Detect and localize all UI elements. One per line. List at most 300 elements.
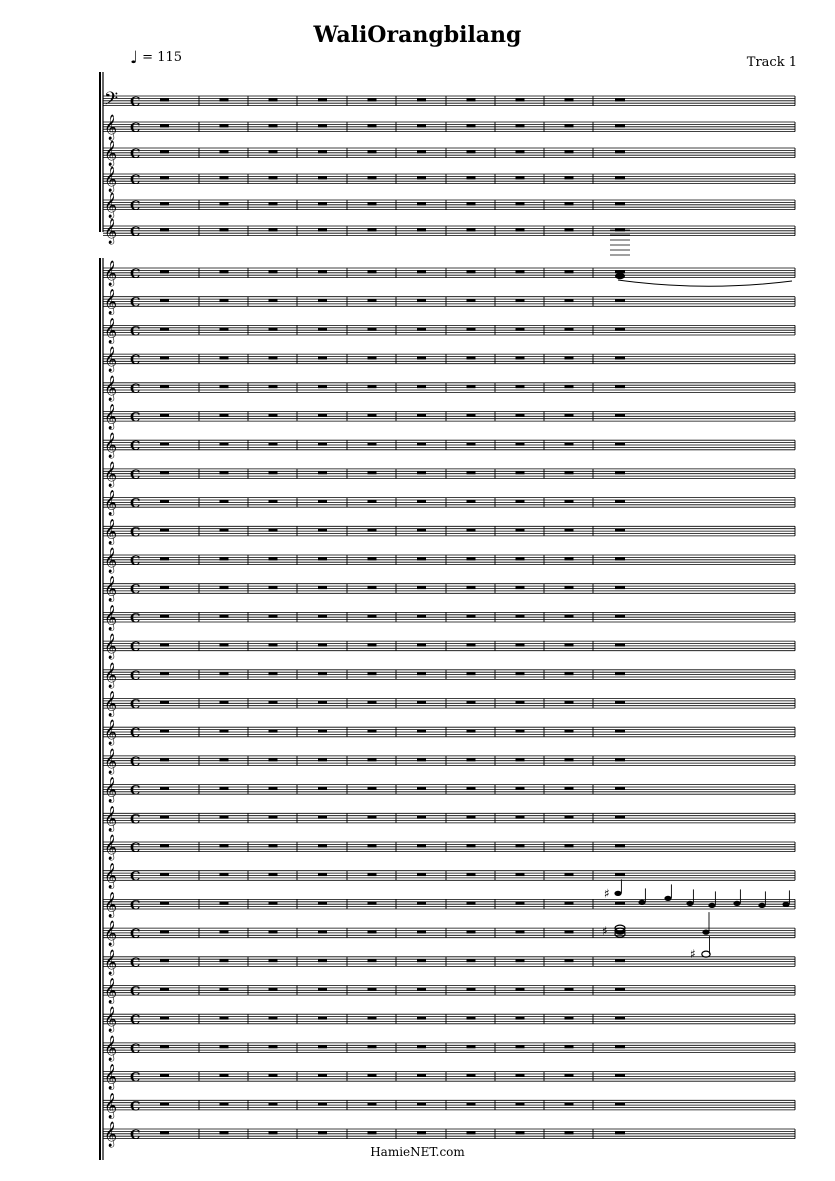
whole-rest [269,385,278,388]
whole-rest [220,98,229,101]
whole-rest [417,471,426,474]
whole-rest [318,758,327,761]
whole-rest [467,414,476,417]
time-signature: C [130,121,141,136]
note-head [686,901,693,906]
whole-rest [160,124,169,127]
whole-rest [160,385,169,388]
whole-rest [516,150,525,153]
whole-rest [565,672,574,675]
whole-rest [220,1017,229,1020]
whole-rest [269,150,278,153]
whole-rest [565,299,574,302]
whole-rest [318,586,327,589]
whole-rest [220,787,229,790]
whole-rest [516,959,525,962]
treble-clef-icon: 𝄞 [104,634,118,660]
whole-rest [565,988,574,991]
whole-rest [160,758,169,761]
whole-rest [269,730,278,733]
time-signature: C [130,95,141,110]
time-signature: C [130,410,141,426]
whole-rest [160,176,169,179]
whole-rest [160,701,169,704]
time-signature: C [130,582,141,598]
whole-rest [368,816,377,819]
whole-rest [160,328,169,331]
note-head [758,903,765,908]
time-signature: C [130,898,141,914]
time-signature: C [130,353,141,369]
whole-note [615,273,625,279]
whole-rest [565,357,574,360]
whole-rest [516,1074,525,1077]
whole-rest [160,902,169,905]
whole-rest [318,931,327,934]
time-signature: C [130,525,141,541]
whole-rest [368,1103,377,1106]
whole-rest [565,443,574,446]
whole-rest [467,270,476,273]
whole-rest [516,816,525,819]
whole-rest [160,500,169,503]
whole-rest [615,701,625,704]
tie [618,280,792,286]
whole-rest [269,471,278,474]
whole-rest [417,730,426,733]
whole-rest [368,1045,377,1048]
treble-clef-icon: 𝄞 [104,605,118,631]
whole-rest [516,1045,525,1048]
whole-rest [615,1045,625,1048]
treble-clef-icon: 𝄞 [104,167,118,192]
time-signature: C [130,783,141,799]
whole-rest [269,758,278,761]
whole-rest [615,299,625,302]
whole-rest [467,124,476,127]
whole-rest [615,124,625,127]
whole-rest [318,959,327,962]
whole-rest [516,443,525,446]
whole-rest [269,959,278,962]
whole-rest [417,959,426,962]
whole-rest [269,270,278,273]
whole-rest [368,988,377,991]
whole-rest [220,672,229,675]
whole-rest [615,816,625,819]
time-signature: C [130,1070,141,1086]
whole-rest [318,873,327,876]
whole-rest [318,202,327,205]
time-signature: C [130,1128,141,1143]
whole-rest [417,124,426,127]
whole-rest [318,1074,327,1077]
whole-rest [220,414,229,417]
note-head [708,903,715,908]
whole-rest [417,176,426,179]
whole-rest [368,1017,377,1020]
whole-rest [467,471,476,474]
whole-rest [467,615,476,618]
whole-rest [318,672,327,675]
whole-rest [318,615,327,618]
whole-rest [318,787,327,790]
whole-rest [615,1017,625,1020]
treble-clef-icon: 𝄞 [104,141,118,166]
whole-rest [318,701,327,704]
whole-rest [417,98,426,101]
treble-clef-icon: 𝄞 [104,261,118,286]
whole-rest [516,328,525,331]
whole-rest [160,443,169,446]
whole-rest [220,644,229,647]
whole-rest [220,844,229,847]
whole-rest [417,844,426,847]
whole-rest [615,500,625,503]
whole-rest [220,500,229,503]
treble-clef-icon: 𝄞 [104,978,118,1004]
whole-rest [318,414,327,417]
whole-rest [318,176,327,179]
whole-rest [269,701,278,704]
whole-rest [565,270,574,273]
treble-clef-icon: 𝄞 [104,490,118,516]
whole-rest [615,385,625,388]
treble-clef-icon: 𝄞 [104,748,118,774]
whole-rest [318,1103,327,1106]
whole-rest [467,586,476,589]
score-title: WaliOrangbilang [313,22,522,48]
time-signature: C [130,611,141,627]
treble-clef-icon: 𝄞 [104,219,118,244]
whole-rest [269,672,278,675]
time-signature: C [130,1041,141,1057]
whole-rest [269,414,278,417]
whole-rest [516,202,525,205]
whole-rest [368,228,377,231]
whole-rest [417,615,426,618]
whole-rest [516,228,525,231]
whole-rest [467,385,476,388]
whole-rest [368,758,377,761]
treble-clef-icon: 𝄞 [104,921,118,947]
whole-rest [467,873,476,876]
whole-rest [565,176,574,179]
time-signature: C [130,955,141,971]
quarter-note-icon: ♩ [130,48,139,68]
whole-rest [467,500,476,503]
whole-rest [220,124,229,127]
whole-rest [368,959,377,962]
footer-credit: HamieNET.com [370,1145,465,1159]
treble-clef-icon: 𝄞 [104,433,118,459]
whole-rest [160,1103,169,1106]
whole-rest [417,202,426,205]
whole-rest [467,758,476,761]
whole-rest [615,988,625,991]
whole-rest [615,150,625,153]
whole-rest [318,1017,327,1020]
treble-clef-icon: 𝄞 [104,115,118,140]
whole-rest [615,672,625,675]
whole-rest [318,124,327,127]
treble-clef-icon: 𝄞 [104,1035,118,1061]
whole-rest [368,701,377,704]
whole-rest [615,328,625,331]
whole-rest [318,299,327,302]
whole-rest [565,471,574,474]
whole-rest [417,150,426,153]
whole-rest [269,988,278,991]
whole-rest [467,328,476,331]
whole-rest [516,357,525,360]
whole-rest [615,959,625,962]
whole-rest [516,931,525,934]
whole-rest [565,150,574,153]
whole-rest [417,529,426,532]
whole-rest [160,529,169,532]
whole-rest [467,299,476,302]
whole-rest [318,471,327,474]
treble-clef-icon: 𝄞 [104,375,118,401]
whole-rest [160,299,169,302]
treble-clef-icon: 𝄞 [104,806,118,832]
sharp-icon: ♯ [604,886,610,901]
whole-rest [368,902,377,905]
whole-rest [220,931,229,934]
whole-rest [160,270,169,273]
whole-rest [160,98,169,101]
time-signature: C [130,984,141,1000]
whole-rest [368,299,377,302]
whole-rest [220,270,229,273]
whole-rest [160,557,169,560]
time-signature: C [130,927,141,943]
whole-rest [160,959,169,962]
whole-rest [467,202,476,205]
whole-rest [368,98,377,101]
time-signature: C [130,225,141,240]
whole-rest [368,357,377,360]
whole-rest [467,787,476,790]
whole-rest [516,500,525,503]
time-signature: C [130,812,141,828]
whole-rest [368,176,377,179]
whole-rest [516,385,525,388]
whole-rest [615,644,625,647]
treble-clef-icon: 𝄞 [104,691,118,717]
whole-rest [368,443,377,446]
whole-rest [269,931,278,934]
whole-rest [615,873,625,876]
whole-rest [368,586,377,589]
whole-rest [368,1074,377,1077]
whole-rest [565,959,574,962]
whole-rest [516,557,525,560]
whole-rest [467,557,476,560]
whole-rest [565,1074,574,1077]
whole-rest [318,228,327,231]
whole-rest [220,443,229,446]
whole-rest [269,202,278,205]
whole-rest [417,586,426,589]
whole-rest [368,471,377,474]
whole-rest [615,98,625,101]
whole-rest [467,844,476,847]
whole-rest [615,758,625,761]
whole-rest [467,816,476,819]
whole-rest [368,150,377,153]
whole-rest [565,644,574,647]
whole-rest [417,787,426,790]
time-signature: C [130,439,141,455]
whole-rest [269,586,278,589]
whole-rest [565,1131,574,1134]
whole-rest [417,873,426,876]
whole-rest [565,844,574,847]
whole-rest [269,644,278,647]
whole-rest [318,443,327,446]
whole-rest [565,586,574,589]
treble-clef-icon: 𝄞 [104,404,118,430]
whole-rest [516,586,525,589]
whole-rest [467,443,476,446]
whole-rest [467,150,476,153]
track-label: Track 1 [746,55,797,70]
whole-rest [615,471,625,474]
whole-rest [565,816,574,819]
whole-rest [417,443,426,446]
whole-rest [565,615,574,618]
time-signature: C [130,295,141,311]
treble-clef-icon: 𝄞 [104,662,118,688]
time-signature: C [130,324,141,340]
whole-rest [565,873,574,876]
whole-rest [417,299,426,302]
whole-rest [516,414,525,417]
whole-rest [220,730,229,733]
whole-rest [220,328,229,331]
whole-rest [368,414,377,417]
whole-rest [318,816,327,819]
whole-rest [516,1017,525,1020]
whole-rest [269,816,278,819]
whole-rest [220,357,229,360]
whole-rest [220,988,229,991]
whole-rest [417,988,426,991]
whole-rest [565,1103,574,1106]
whole-rest [368,873,377,876]
whole-rest [467,701,476,704]
whole-rest [467,1074,476,1077]
whole-rest [220,176,229,179]
whole-rest [417,500,426,503]
time-signature: C [130,1013,141,1029]
whole-rest [565,730,574,733]
whole-rest [220,615,229,618]
whole-rest [417,816,426,819]
whole-rest [516,672,525,675]
whole-rest [269,557,278,560]
time-signature: C [130,199,141,214]
whole-rest [220,529,229,532]
whole-rest [516,176,525,179]
whole-rest [269,176,278,179]
whole-rest [160,1131,169,1134]
whole-rest [615,529,625,532]
whole-rest [220,873,229,876]
whole-rest [516,758,525,761]
time-signature: C [130,554,141,569]
treble-clef-icon: 𝄞 [104,548,118,573]
whole-rest [160,150,169,153]
whole-rest [269,873,278,876]
whole-rest [269,615,278,618]
whole-rest [565,500,574,503]
whole-rest [615,586,625,589]
whole-rest [220,299,229,302]
whole-rest [318,150,327,153]
treble-clef-icon: 𝄞 [104,193,118,218]
whole-rest [269,1045,278,1048]
whole-rest [467,228,476,231]
whole-rest [368,672,377,675]
time-signature: C [130,147,141,162]
treble-clef-icon: 𝄞 [104,949,118,975]
whole-rest [417,270,426,273]
whole-rest [467,98,476,101]
whole-rest [368,557,377,560]
time-signature: C [130,267,141,282]
whole-rest [269,443,278,446]
treble-clef-icon: 𝄞 [104,1007,118,1033]
whole-rest [516,270,525,273]
time-signature: C [130,381,141,397]
whole-rest [615,1131,625,1134]
whole-rest [516,644,525,647]
whole-rest [565,931,574,934]
treble-clef-icon: 𝄞 [104,892,118,918]
whole-rest [565,124,574,127]
whole-rest [417,1103,426,1106]
whole-rest [160,672,169,675]
whole-rest [318,385,327,388]
time-signature: C [130,668,141,684]
whole-rest [318,98,327,101]
whole-rest [160,988,169,991]
treble-clef-icon: 𝄞 [104,318,118,344]
note-head [733,901,740,906]
whole-rest [368,328,377,331]
bass-clef-icon: 𝄢 [104,89,119,114]
whole-rest [467,1045,476,1048]
whole-rest [516,730,525,733]
whole-rest [615,202,625,205]
whole-rest [565,414,574,417]
whole-rest [368,787,377,790]
whole-rest [160,844,169,847]
whole-rest [368,1131,377,1134]
whole-rest [615,1103,625,1106]
treble-clef-icon: 𝄞 [104,835,118,860]
whole-rest [160,873,169,876]
sharp-icon: ♯ [602,924,608,939]
whole-rest [516,902,525,905]
whole-rest [368,730,377,733]
treble-clef-icon: 𝄞 [104,519,118,545]
whole-rest [516,1103,525,1106]
whole-rest [565,787,574,790]
